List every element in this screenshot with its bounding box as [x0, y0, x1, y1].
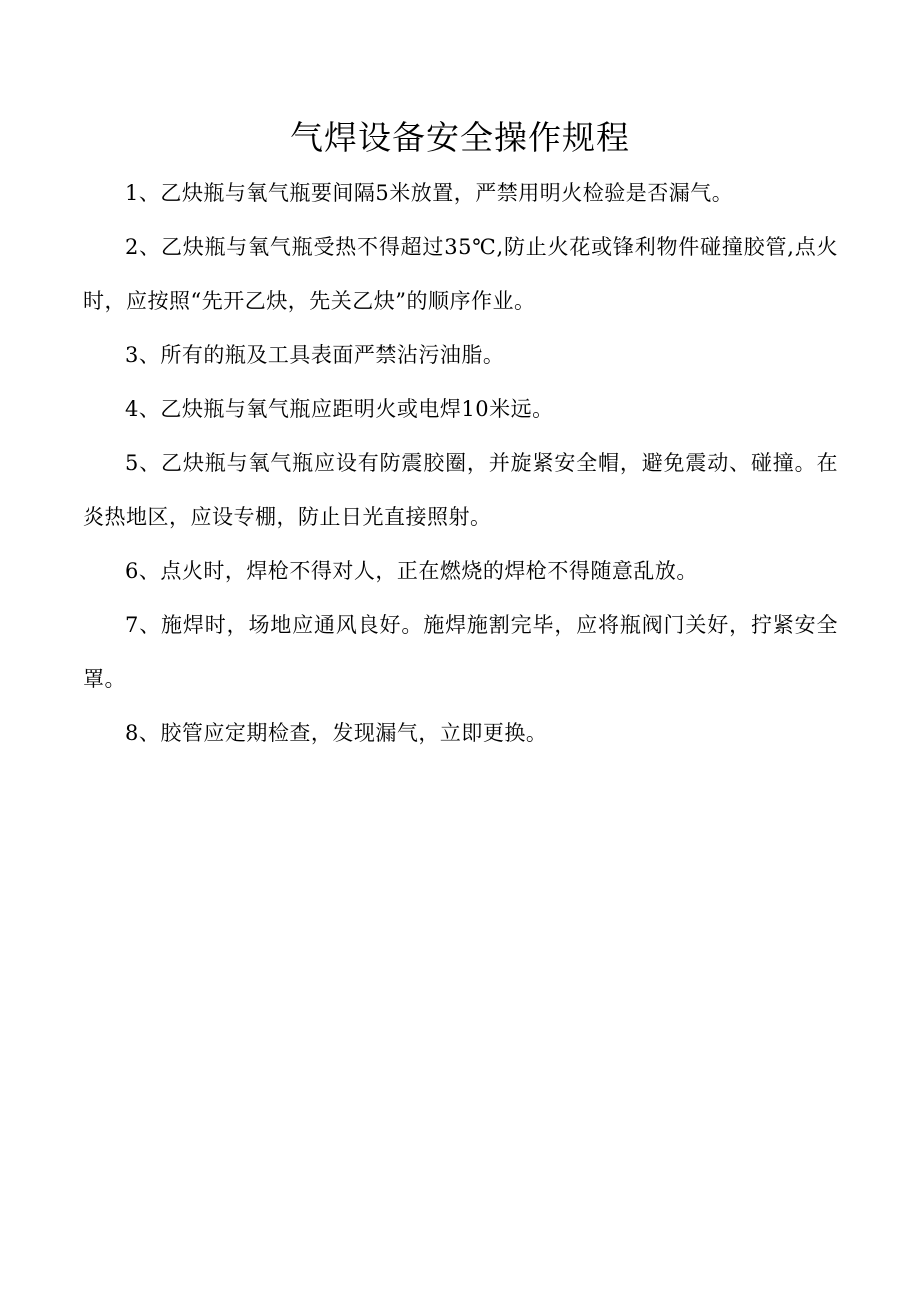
rule-item-7: 7、施焊时，场地应通风良好。施焊施割完毕，应将瓶阀门关好，拧紧安全罩。 [83, 613, 838, 691]
rule-item-2: 2、乙炔瓶与氧气瓶受热不得超过35℃,防止火花或锋利物件碰撞胶管,点火时，应按照“先开乙炔，先关乙炔”的顺序作业。 [83, 235, 838, 313]
rule-item-6: 6、点火时，焊枪不得对人，正在燃烧的焊枪不得随意乱放。 [125, 559, 698, 583]
rule-item-1: 1、乙炔瓶与氧气瓶要间隔5米放置，严禁用明火检验是否漏气。 [125, 181, 734, 205]
rule-item-8: 8、胶管应定期检查，发现漏气，立即更换。 [125, 721, 548, 745]
rules-list [83, 166, 838, 760]
rule-item-5: 5、乙炔瓶与氧气瓶应设有防震胶圈，并旋紧安全帽，避免震动、碰撞。在炎热地区，应设专棚，防止日光直接照射。 [83, 451, 838, 529]
rule-item-4: 4、乙炔瓶与氧气瓶应距明火或电焊10米远。 [125, 397, 554, 421]
rule-item-3: 3、所有的瓶及工具表面严禁沾污油脂。 [125, 343, 505, 367]
document-title: 气焊设备安全操作规程 [290, 118, 630, 157]
